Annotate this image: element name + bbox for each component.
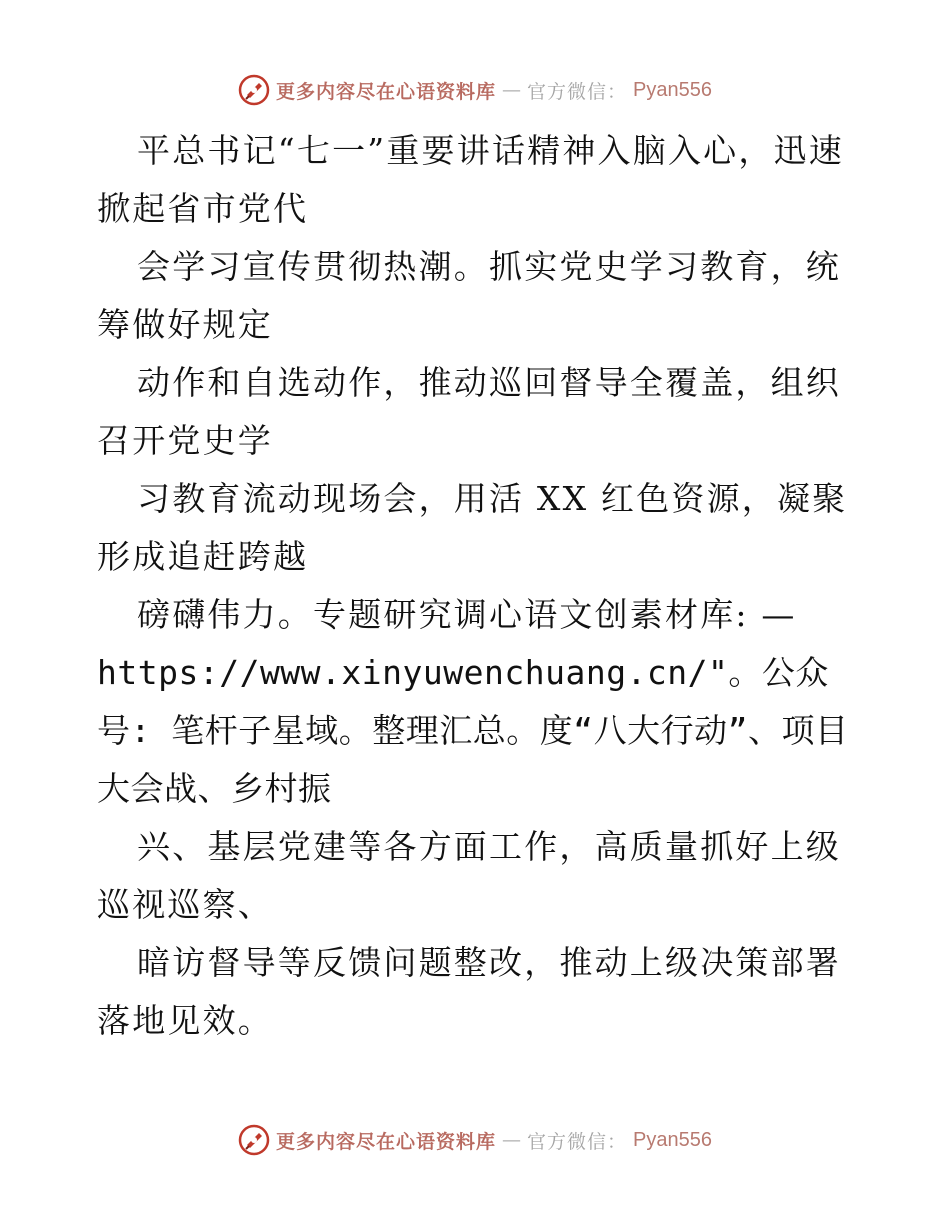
banner-separator: —: [502, 1129, 522, 1151]
document-body: [97, 122, 857, 1050]
paragraph: 暗访督导等反馈问题整改，推动上级决策部署落地见效。: [97, 943, 841, 1040]
banner-wechat-id: Pyan556: [633, 1128, 712, 1151]
banner-separator: —: [502, 79, 522, 101]
banner-wechat-label: 官方微信：: [527, 1130, 628, 1153]
header-watermark: [0, 72, 950, 108]
paragraph: 习教育流动现场会，用活 XX 红色资源，凝聚形成追赶跨越: [97, 479, 848, 576]
footer-watermark: [0, 1122, 950, 1158]
banner-title: 更多内容尽在心语资料库: [276, 1130, 497, 1153]
logo-icon: [238, 1124, 270, 1156]
banner-wechat-id: Pyan556: [633, 78, 712, 101]
banner-wechat-label: 官方微信：: [527, 80, 628, 103]
paragraph: 兴、基层党建等各方面工作，高质量抓好上级巡视巡察、: [97, 827, 841, 924]
banner-title: 更多内容尽在心语资料库: [276, 80, 497, 103]
paragraph: 平总书记“七一”重要讲话精神入脑入心，迅速掀起省市党代: [97, 131, 844, 228]
url-paragraph: https://www.xinyuwenchuang.cn/"。公众号: 笔杆子星域。整理汇总。度“八大行动”、项目大会战、乡村振: [97, 653, 849, 808]
paragraph: 动作和自选动作，推动巡回督导全覆盖，组织召开党史学: [97, 363, 841, 460]
paragraph: 磅礴伟力。专题研究调心语文创素材库: —: [137, 595, 797, 634]
paragraph: 会学习宣传贯彻热潮。抓实党史学习教育，统筹做好规定: [97, 247, 841, 344]
logo-icon: [238, 74, 270, 106]
